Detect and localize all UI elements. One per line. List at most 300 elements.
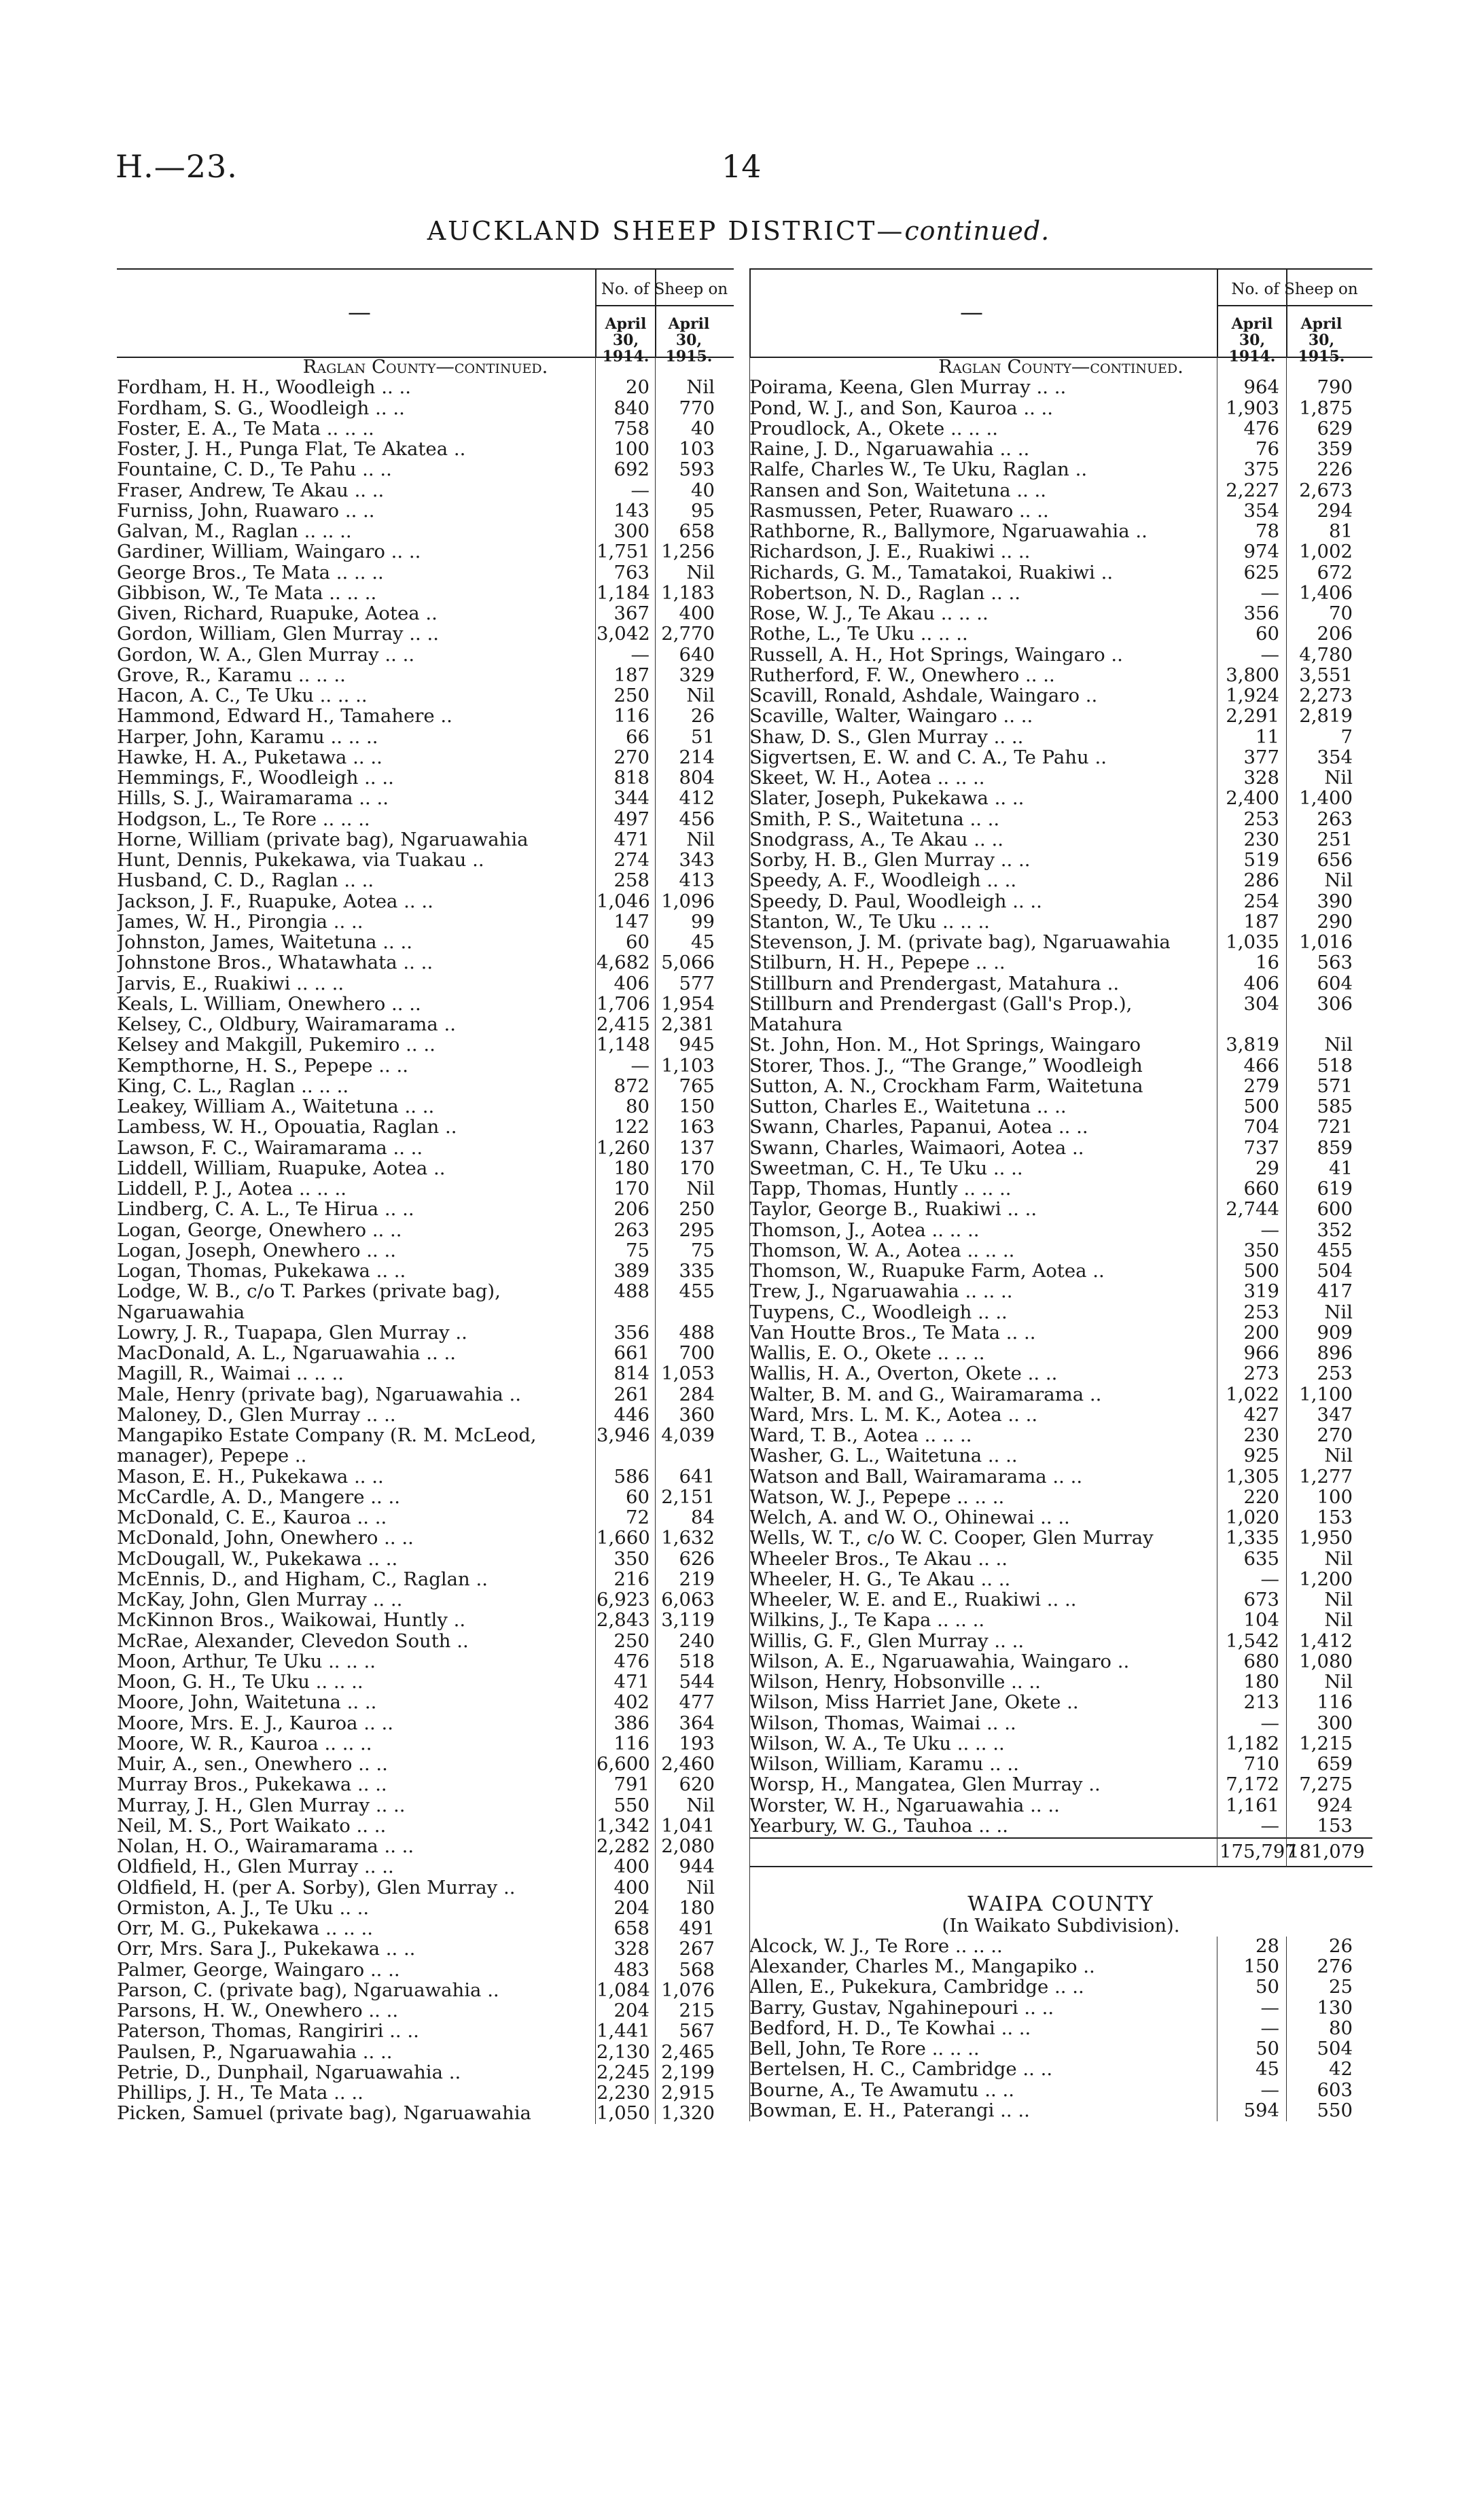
entry-name: Ward, T. B., Aotea .. .. .. — [749, 1425, 972, 1446]
right-table-row — [749, 788, 1372, 808]
count-1914: 354 — [1243, 499, 1279, 522]
count-1915: 153 — [1317, 1814, 1353, 1837]
right-table-row — [749, 377, 1372, 397]
right-table-row — [749, 624, 1372, 644]
count-1914: 1,084 — [597, 1979, 650, 2001]
entry-name: McRae, Alexander, Clevedon South .. — [117, 1630, 469, 1651]
entry-name: Worsp, H., Mangatea, Glen Murray .. — [749, 1774, 1101, 1795]
entry-name: Russell, A. H., Hot Springs, Waingaro .. — [749, 644, 1123, 665]
entry-name: Walter, B. M. and G., Wairamarama .. — [749, 1384, 1102, 1405]
right-table-row — [749, 459, 1372, 480]
left-table-row — [117, 562, 734, 583]
left-table-row — [117, 1138, 734, 1158]
count-1914: 3,946 — [597, 1424, 650, 1446]
left-table-row — [117, 1405, 734, 1425]
count-1915: 2,199 — [661, 2061, 715, 2083]
left-table-row — [117, 932, 734, 952]
count-1915: 267 — [679, 1938, 715, 1960]
entry-name: Scavill, Ronald, Ashdale, Waingaro .. — [749, 685, 1098, 706]
left-table-row — [117, 870, 734, 890]
count-1914: 818 — [613, 767, 649, 789]
left-table-row — [117, 1877, 734, 1898]
count-1914: 1,046 — [597, 890, 650, 912]
county-heading: Raglan County—continued. — [302, 356, 548, 378]
count-1915: 567 — [679, 2020, 715, 2042]
count-1914: 814 — [613, 1363, 649, 1385]
count-1914: 660 — [1243, 1178, 1279, 1200]
entry-name: Bowman, E. H., Paterangi .. .. — [749, 2100, 1030, 2121]
total-1915: 181,079 — [1287, 1841, 1365, 1862]
entry-name: Bertelsen, H. C., Cambridge .. .. — [749, 2059, 1053, 2080]
count-1915: Nil — [686, 685, 715, 706]
right-table-row — [749, 1384, 1372, 1405]
entry-name: Picken, Samuel (private bag), Ngaruawahia — [117, 2103, 531, 2124]
name-column-dash: — — [348, 299, 371, 326]
count-1915: 658 — [679, 520, 715, 542]
entry-name: Wheeler, H. G., Te Akau .. .. — [749, 1568, 1011, 1589]
count-1914: 1,148 — [597, 1034, 650, 1056]
entry-name: Horne, William (private bag), Ngaruawahia — [117, 829, 529, 850]
count-1915: 51 — [691, 725, 715, 748]
count-1914: 1,342 — [597, 1814, 650, 1837]
count-1914: 586 — [613, 1465, 649, 1488]
count-1914: — — [1260, 2017, 1279, 2039]
count-1914: 625 — [1243, 561, 1279, 583]
right-table-row — [749, 1014, 1372, 1034]
entry-name: St. John, Hon. M., Hot Springs, Waingaro — [749, 1034, 1141, 1056]
count-1914: 1,335 — [1226, 1527, 1279, 1549]
count-1915: 295 — [679, 1219, 715, 1241]
count-1914: 2,415 — [597, 1013, 650, 1035]
right-table-row — [749, 1363, 1372, 1384]
left-table-row — [117, 645, 734, 665]
entry-name: Moon, G. H., Te Uku .. .. .. — [117, 1672, 363, 1693]
count-1914: — — [630, 1054, 649, 1077]
left-table-row — [117, 685, 734, 706]
left-table-row — [117, 1939, 734, 1959]
count-1915: 504 — [1317, 1260, 1353, 1282]
count-1914: 661 — [613, 1342, 649, 1364]
entry-name: Mangapiko Estate Company (R. M. McLeod, — [117, 1425, 537, 1446]
count-1915: 294 — [1317, 499, 1353, 522]
count-1914: 964 — [1243, 376, 1279, 399]
left-table-row — [117, 1466, 734, 1487]
entry-name: Liddell, P. J., Aotea .. .. .. — [117, 1178, 346, 1200]
entry-name: McCardle, A. D., Mangere .. .. — [117, 1486, 400, 1507]
entry-name: Orr, Mrs. Sara J., Pukekawa .. .. — [117, 1939, 416, 1960]
entry-name: Magill, R., Waimai .. .. .. — [117, 1363, 344, 1384]
entry-name: Galvan, M., Raglan .. .. .. — [117, 521, 352, 542]
count-1914: 50 — [1256, 1976, 1279, 1998]
count-1914: 471 — [613, 828, 649, 850]
count-1914: 204 — [613, 2000, 649, 2021]
count-1915: 544 — [679, 1671, 715, 1693]
count-1915: 593 — [679, 458, 715, 481]
right-table-row — [749, 480, 1372, 501]
count-1914: 254 — [1243, 890, 1279, 912]
left-table-row — [117, 1569, 734, 1589]
count-1915: 455 — [1317, 1239, 1353, 1261]
count-1915: 360 — [679, 1403, 715, 1426]
count-1914: 279 — [1243, 1075, 1279, 1097]
count-1914: 2,227 — [1226, 479, 1279, 501]
count-1914: 658 — [613, 1918, 649, 1939]
count-1915: 1,632 — [661, 1527, 715, 1549]
count-1914: 263 — [613, 1219, 649, 1241]
count-1914: 250 — [613, 1630, 649, 1652]
count-1915: 1,053 — [661, 1363, 715, 1385]
count-1915: 251 — [1317, 828, 1353, 850]
right-table-row — [749, 1261, 1372, 1281]
entry-name: Keals, L. William, Onewhero .. .. — [117, 993, 421, 1014]
count-1915: 163 — [679, 1116, 715, 1138]
entry-name: Gordon, W. A., Glen Murray .. .. — [117, 644, 415, 665]
count-1914: 925 — [1243, 1445, 1279, 1467]
count-1915: Nil — [1324, 1034, 1353, 1056]
count-1914: — — [1260, 2078, 1279, 2101]
right-table-row — [749, 1528, 1372, 1548]
count-1915: 219 — [679, 1568, 715, 1590]
count-1915: Nil — [686, 376, 715, 399]
left-table-row — [117, 501, 734, 521]
entry-name: Jarvis, E., Ruakiwi .. .. .. — [117, 973, 344, 994]
count-1914: 72 — [626, 1507, 649, 1528]
count-1914: 1,020 — [1226, 1507, 1279, 1528]
count-1914: 20 — [626, 376, 649, 399]
entry-name: Bourne, A., Te Awamutu .. .. — [749, 2079, 1014, 2100]
entry-name: Stilburn, H. H., Pepepe .. .. — [749, 952, 1006, 973]
count-1915: 7,275 — [1299, 1774, 1353, 1796]
entry-name: Storer, Thos. J., “The Grange,” Woodleigh — [749, 1055, 1143, 1076]
count-1914: 872 — [613, 1075, 649, 1097]
right-table-row — [749, 1795, 1372, 1816]
count-1914: 1,035 — [1226, 931, 1279, 953]
count-1915: 1,406 — [1299, 581, 1353, 604]
count-1915: 563 — [1317, 952, 1353, 974]
right-table-row — [749, 1281, 1372, 1301]
count-1915: 45 — [691, 931, 715, 953]
entry-name: Harper, John, Karamu .. .. .. — [117, 726, 378, 747]
entry-name: Thomson, W., Ruapuke Farm, Aotea .. — [749, 1261, 1105, 1282]
count-1915: 352 — [1317, 1219, 1353, 1241]
count-1914: 116 — [613, 1732, 649, 1754]
right-table-row — [749, 1569, 1372, 1589]
count-1915: Nil — [686, 828, 715, 850]
count-1915: 603 — [1317, 2078, 1353, 2101]
right-table-row — [749, 1034, 1372, 1055]
entry-name: Rutherford, F. W., Onewhero .. .. — [749, 664, 1055, 685]
right-table-row — [749, 1405, 1372, 1425]
entry-name: Snodgrass, A., Te Akau .. .. — [749, 829, 1003, 850]
right-table-row — [749, 583, 1372, 603]
count-1915: Nil — [1324, 1671, 1353, 1693]
entry-name: Kelsey, C., Oldbury, Wairamarama .. — [117, 1014, 457, 1035]
entry-name: Muir, A., sen., Onewhero .. .. — [117, 1754, 388, 1775]
count-1914: 253 — [1243, 1301, 1279, 1323]
left-table-row — [117, 747, 734, 768]
left-table-row — [117, 624, 734, 644]
left-table-row — [117, 1363, 734, 1384]
count-1914: 1,022 — [1226, 1383, 1279, 1405]
right-table-row — [749, 1713, 1372, 1733]
entry-name: Logan, Joseph, Onewhero .. .. — [117, 1240, 396, 1261]
count-1915: 70 — [1329, 602, 1353, 624]
waipa-table-row — [749, 2100, 1372, 2121]
count-1914: 519 — [1243, 849, 1279, 871]
count-1915: 2,770 — [661, 623, 715, 645]
count-1915: 2,465 — [661, 2040, 715, 2063]
entry-name: Lowry, J. R., Tuapapa, Glen Murray .. — [117, 1322, 467, 1343]
left-table-row — [117, 398, 734, 418]
count-1915: Nil — [1324, 869, 1353, 892]
count-1914: 2,282 — [597, 1835, 650, 1857]
count-1914: 400 — [613, 1876, 649, 1898]
right-table-row — [749, 952, 1372, 973]
left-table-row — [117, 1220, 734, 1240]
count-1914: — — [630, 643, 649, 666]
right-table-row — [749, 1158, 1372, 1178]
count-1914: 80 — [626, 1096, 649, 1117]
count-1915: 659 — [1317, 1753, 1353, 1775]
waipa-table-row — [749, 2080, 1372, 2100]
entry-name: Paterson, Thomas, Rangiriri .. .. — [117, 2021, 419, 2042]
left-table-row — [117, 1425, 734, 1445]
count-1915: 290 — [1317, 910, 1353, 933]
left-table-row — [117, 2062, 734, 2083]
right-table-row — [749, 747, 1372, 768]
entry-name: Rathborne, R., Ballymore, Ngaruawahia .. — [749, 521, 1147, 542]
count-1914: 704 — [1243, 1116, 1279, 1138]
page-title — [0, 216, 1477, 246]
right-table-row — [749, 809, 1372, 829]
count-1914: 3,042 — [597, 623, 650, 645]
count-1915: 116 — [1317, 1691, 1353, 1714]
count-1914: 356 — [1243, 602, 1279, 624]
entry-name: Leakey, William A., Waitetuna .. .. — [117, 1096, 435, 1117]
entry-name: Pond, W. J., and Son, Kauroa .. .. — [749, 397, 1054, 418]
entry-name: Wells, W. T., c/o W. C. Cooper, Glen Murray — [749, 1528, 1154, 1549]
count-1915: 329 — [679, 664, 715, 686]
left-table-row — [117, 1158, 734, 1178]
entry-name: Neil, M. S., Port Waikato .. .. — [117, 1815, 387, 1836]
right-table-row — [749, 1302, 1372, 1322]
count-1914: 476 — [1243, 417, 1279, 439]
left-table-row — [117, 973, 734, 994]
count-1915: 1,080 — [1299, 1650, 1353, 1672]
count-1914: 400 — [613, 1856, 649, 1878]
entry-name: Jackson, J. F., Ruapuke, Aotea .. .. — [117, 890, 433, 912]
count-1914: 6,923 — [597, 1589, 650, 1610]
count-1915: 1,183 — [661, 581, 715, 604]
name-column-dash: — — [960, 299, 983, 326]
count-1914: 273 — [1243, 1363, 1279, 1385]
right-table-row — [749, 1692, 1372, 1712]
count-1914: 328 — [613, 1938, 649, 1960]
count-1914: 375 — [1243, 458, 1279, 481]
count-1915: 1,200 — [1299, 1568, 1353, 1590]
count-1914: 2,291 — [1226, 705, 1279, 727]
entry-name: MacDonald, A. L., Ngaruawahia .. .. — [117, 1343, 456, 1364]
page-reference: H.—23. — [115, 148, 238, 185]
right-table-row — [749, 1076, 1372, 1096]
entry-name: Murray, J. H., Glen Murray .. .. — [117, 1795, 406, 1816]
entry-name: Matahura — [749, 1014, 842, 1035]
entry-name: Hunt, Dennis, Pukekawa, via Tuakau .. — [117, 850, 484, 871]
left-table-row — [117, 1836, 734, 1856]
count-1914: 206 — [613, 1198, 649, 1221]
right-table-row — [749, 1733, 1372, 1754]
entry-name: Wilson, W. A., Te Uku .. .. .. — [749, 1733, 1005, 1754]
count-1914: 2,843 — [597, 1609, 650, 1632]
left-table-row — [117, 1445, 734, 1466]
entry-name: Ransen and Son, Waitetuna .. .. — [749, 480, 1047, 501]
entry-name: Rothe, L., Te Uku .. .. .. — [749, 624, 968, 645]
entry-name: Murray Bros., Pukekawa .. .. — [117, 1774, 387, 1795]
right-table-row — [749, 398, 1372, 418]
count-1915: 25 — [1329, 1976, 1353, 1998]
entry-name: Speedy, D. Paul, Woodleigh .. .. — [749, 890, 1042, 912]
entry-name: Welch, A. and W. O., Ohinewai .. .. — [749, 1507, 1070, 1528]
entry-name: Stillburn and Prendergast, Matahura .. — [749, 973, 1120, 994]
left-table-row — [117, 1199, 734, 1219]
sheep-count-heading: No. of Sheep on — [1231, 281, 1358, 298]
left-table-row — [117, 1281, 734, 1301]
count-1914: 4,682 — [597, 952, 650, 974]
left-table-row — [117, 1713, 734, 1733]
left-table-row — [117, 829, 734, 850]
right-table-header — [749, 268, 1372, 365]
count-1915: 1,215 — [1299, 1732, 1353, 1754]
sheep-count-heading: No. of Sheep on — [601, 281, 728, 298]
entry-name: McDonald, C. E., Kauroa .. .. — [117, 1507, 387, 1528]
count-1914: 500 — [1243, 1260, 1279, 1282]
count-1915: 1,256 — [661, 541, 715, 563]
entry-name: Thomson, J., Aotea .. .. .. — [749, 1219, 980, 1240]
count-1914: 1,441 — [597, 2020, 650, 2042]
entry-name: Richards, G. M., Tamatakoi, Ruakiwi .. — [749, 562, 1114, 583]
count-1915: 26 — [691, 705, 715, 727]
entry-name: Moore, John, Waitetuna .. .. — [117, 1692, 377, 1713]
count-1914: 2,130 — [597, 2040, 650, 2063]
left-table-body — [117, 357, 734, 2124]
count-1915: Nil — [686, 561, 715, 583]
count-1915: 2,460 — [661, 1753, 715, 1775]
count-1915: 504 — [1317, 2038, 1353, 2059]
entry-name: King, C. L., Raglan .. .. .. — [117, 1075, 349, 1096]
left-table-row — [117, 1056, 734, 1076]
entry-name: Johnstone Bros., Whatawhata .. .. — [117, 952, 433, 973]
count-1914: 1,903 — [1226, 397, 1279, 419]
count-1914: 180 — [613, 1157, 649, 1179]
column-1915-header: April 30, 1915. — [1298, 315, 1345, 365]
count-1914: 286 — [1243, 869, 1279, 892]
count-1915: 390 — [1317, 890, 1353, 912]
count-1914: 710 — [1243, 1753, 1279, 1775]
entry-name: Kelsey and Makgill, Pukemiro .. .. — [117, 1034, 435, 1056]
entry-name: Thomson, W. A., Aotea .. .. .. — [749, 1240, 1015, 1261]
count-1914: — — [1260, 1568, 1279, 1590]
entry-name: McEnnis, D., and Higham, C., Raglan .. — [117, 1568, 488, 1589]
title-continued: continued. — [904, 216, 1050, 246]
entry-name: Hacon, A. C., Te Uku .. .. .. — [117, 685, 368, 706]
left-table-row — [117, 1733, 734, 1754]
count-1914: 170 — [613, 1178, 649, 1200]
count-1914: 471 — [613, 1671, 649, 1693]
count-1914: 1,260 — [597, 1136, 650, 1159]
count-1915: 306 — [1317, 992, 1353, 1015]
left-table-row — [117, 1960, 734, 1980]
entry-name: Fordham, H. H., Woodleigh .. .. — [117, 377, 411, 398]
count-1915: 790 — [1317, 376, 1353, 399]
entry-name: Bell, John, Te Rore .. .. .. — [749, 2038, 980, 2059]
left-table-row — [117, 994, 734, 1014]
entry-name: McDonald, John, Onewhero .. .. — [117, 1528, 414, 1549]
left-table-row — [117, 1014, 734, 1034]
entry-name: Ward, Mrs. L. M. K., Aotea .. .. — [749, 1404, 1038, 1425]
left-table-row — [117, 1343, 734, 1363]
count-1915: 1,950 — [1299, 1527, 1353, 1549]
count-1914: 1,050 — [597, 2102, 650, 2125]
count-1914: 476 — [613, 1650, 649, 1672]
count-1914: 3,819 — [1226, 1034, 1279, 1056]
count-1915: 568 — [679, 1958, 715, 1981]
right-table-row — [749, 603, 1372, 624]
waipa-table-row — [749, 2018, 1372, 2038]
entry-name: Sweetman, C. H., Te Uku .. .. — [749, 1157, 1023, 1178]
entry-name: Swann, Charles, Papanui, Aotea .. .. — [749, 1117, 1088, 1138]
left-table-row — [117, 521, 734, 541]
right-table-row — [749, 501, 1372, 521]
count-1915: 455 — [679, 1280, 715, 1303]
left-table-header — [117, 268, 734, 365]
count-1915: 804 — [679, 767, 715, 789]
waipa-county-heading: WAIPA COUNTY — [967, 1892, 1154, 1917]
left-table-row — [117, 1631, 734, 1651]
count-1914: — — [1260, 581, 1279, 604]
left-table-row — [117, 1795, 734, 1816]
entry-name: Hammond, Edward H., Tamahere .. — [117, 706, 452, 727]
left-table-row — [117, 1096, 734, 1117]
left-table-row — [117, 1487, 734, 1507]
count-1915: 2,151 — [661, 1486, 715, 1508]
count-1915: 585 — [1317, 1096, 1353, 1117]
count-1915: 4,780 — [1299, 643, 1353, 666]
entry-name: Hills, S. J., Wairamarama .. .. — [117, 788, 389, 809]
count-1915: 488 — [679, 1321, 715, 1344]
entry-name: Willis, G. F., Glen Murray .. .. — [749, 1630, 1025, 1651]
entry-name: Phillips, J. H., Te Mata .. .. — [117, 2083, 363, 2104]
left-table-row — [117, 1528, 734, 1548]
left-table-row — [117, 1076, 734, 1096]
count-1915: 896 — [1317, 1342, 1353, 1364]
left-table-row — [117, 665, 734, 685]
count-1914: 187 — [613, 664, 649, 686]
right-table-row — [749, 870, 1372, 890]
count-1915: 1,002 — [1299, 541, 1353, 563]
left-table-row — [117, 1774, 734, 1795]
count-1915: 626 — [679, 1547, 715, 1570]
entry-name: Orr, M. G., Pukekawa .. .. .. — [117, 1918, 373, 1939]
waipa-table-row — [749, 2059, 1372, 2079]
count-1914: 2,400 — [1226, 787, 1279, 810]
right-table-row — [749, 541, 1372, 562]
count-1914: 737 — [1243, 1136, 1279, 1159]
left-table-row — [117, 727, 734, 747]
count-1915: 1,041 — [661, 1814, 715, 1837]
count-1914: 791 — [613, 1774, 649, 1796]
count-1915: 721 — [1317, 1116, 1353, 1138]
right-table-row — [749, 1199, 1372, 1219]
